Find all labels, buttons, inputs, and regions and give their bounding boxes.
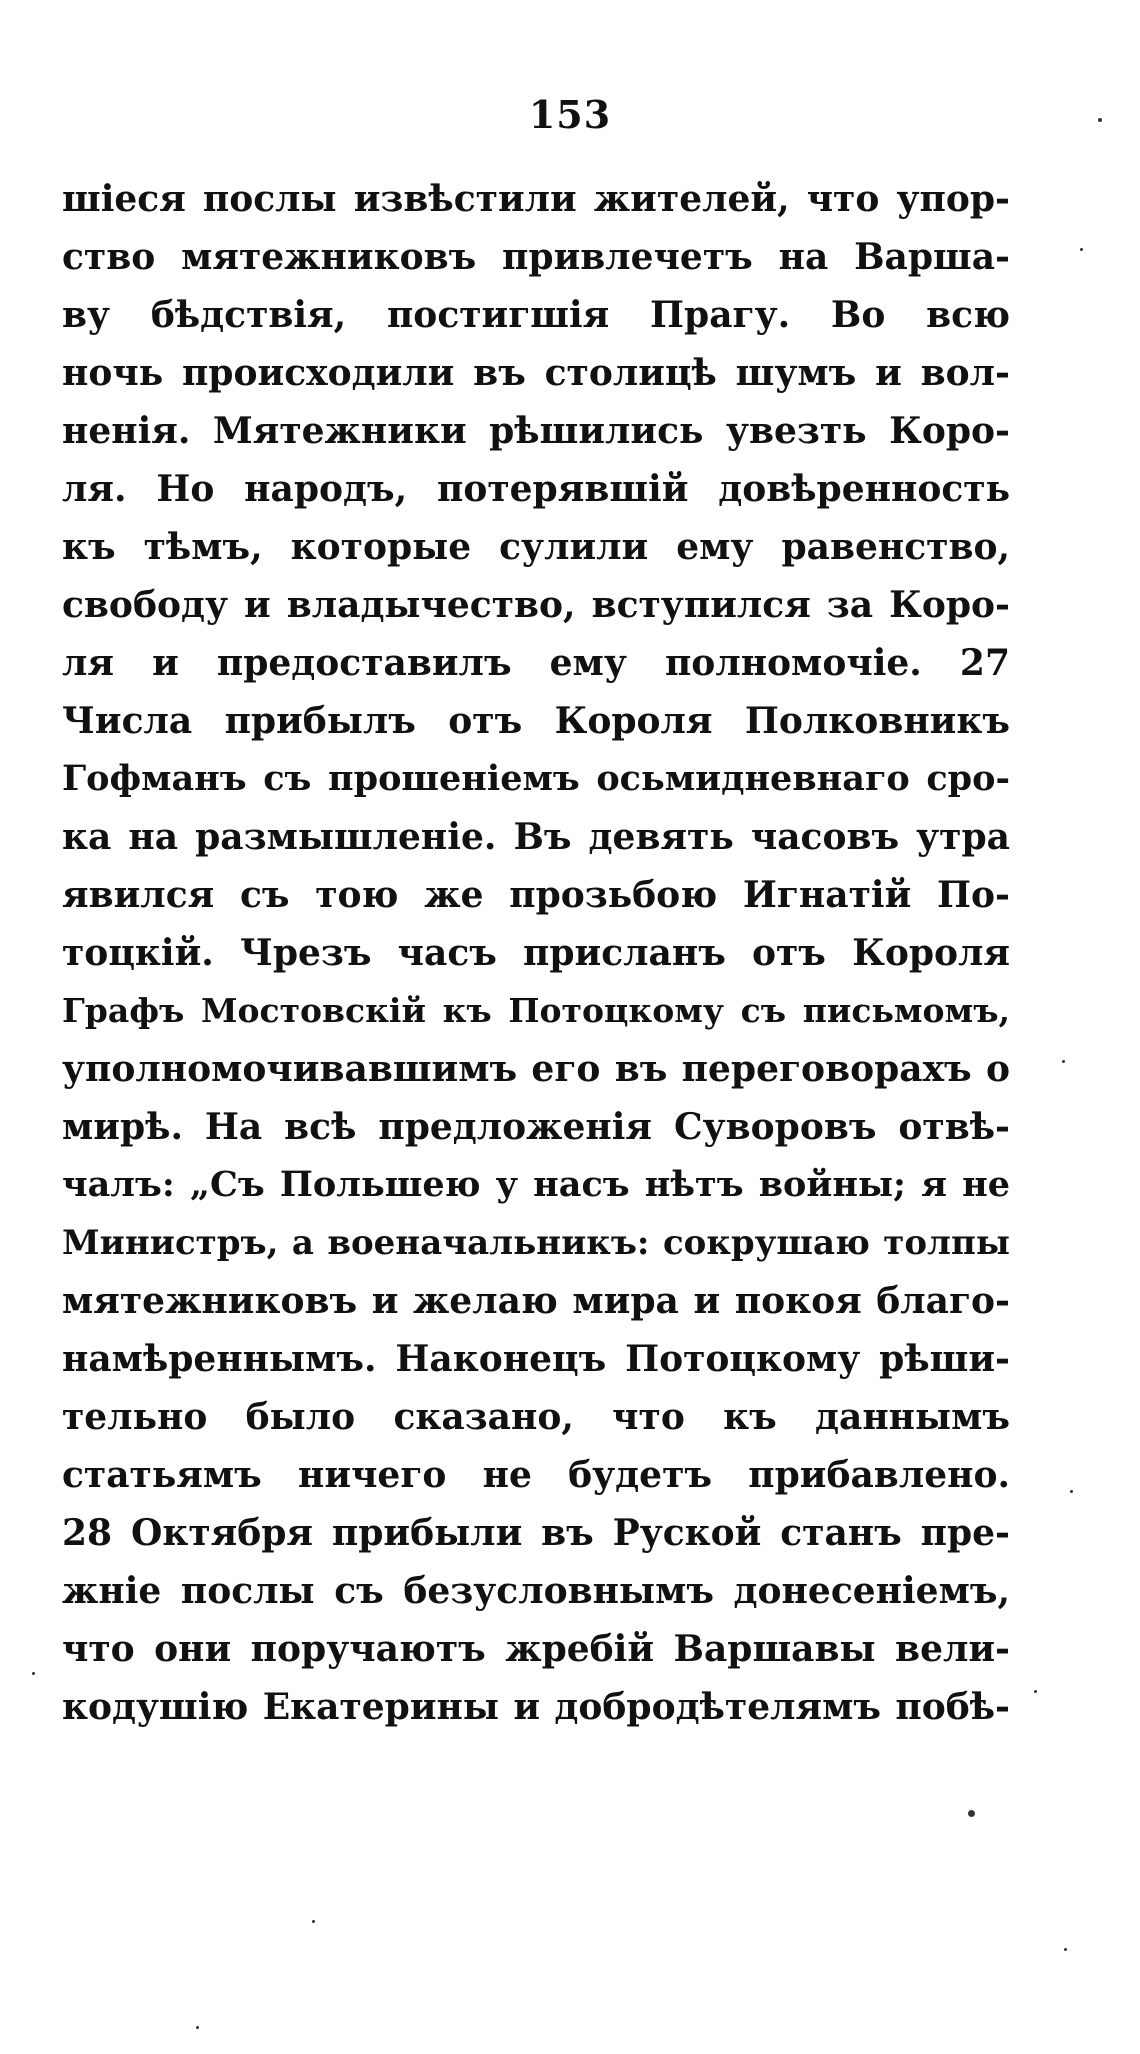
text-line: 28 Октября прибыли въ Руской станъ пре- [62, 1512, 1010, 1554]
text-line: тоцкій. Чрезъ часъ присланъ отъ Короля [62, 932, 1010, 974]
text-line: Гофманъ съ прошеніемъ осьмидневнаго сро- [62, 758, 1010, 799]
text-line: ство мятежниковъ привлечетъ на Варша- [62, 236, 1010, 278]
scan-speck [1098, 118, 1102, 122]
text-line: тельно было сказано, что къ даннымъ [62, 1396, 1010, 1438]
text-line: Числа прибылъ отъ Короля Полковникъ [62, 700, 1010, 742]
scan-speck [1070, 1490, 1073, 1493]
scan-speck [312, 1920, 315, 1923]
page-number: 153 [528, 92, 612, 137]
text-line: статьямъ ничего не будетъ прибавлено. [62, 1454, 1010, 1496]
text-line: Графъ Мостовскій къ Потоцкому съ письмомъ, [62, 991, 1010, 1030]
text-line: ночь происходили въ столицѣ шумъ и вол- [62, 352, 1010, 394]
text-line: мирѣ. На всѣ предложенія Суворовъ отвѣ- [62, 1106, 1010, 1148]
scan-speck [1080, 248, 1083, 251]
text-line: Министръ, а военачальникъ: сокрушаю толпы [62, 1223, 1010, 1263]
text-line: жніе послы съ безусловнымъ донесеніемъ, [62, 1570, 1010, 1612]
text-line: ненія. Мятежники рѣшились увезть Коро- [62, 410, 1010, 452]
scan-speck [32, 1672, 35, 1675]
text-line: кодушію Екатерины и добродѣтелямъ побѣ- [62, 1686, 1010, 1728]
text-line: шіеся послы извѣстили жителей, что упор- [62, 178, 1010, 220]
text-line: чалъ: „Съ Польшею у насъ нѣтъ войны; я не [62, 1164, 1010, 1205]
text-line: ля. Но народъ, потерявшій довѣренность [62, 468, 1010, 510]
text-line: ка на размышленіе. Въ девять часовъ утра [62, 816, 1010, 858]
text-line: явился съ тою же прозьбою Игнатій По- [62, 874, 1010, 916]
scan-speck [1034, 1690, 1037, 1693]
text-line: уполномочивавшимъ его въ переговорахъ о [62, 1048, 1010, 1090]
text-line: намѣреннымъ. Наконецъ Потоцкому рѣши- [62, 1338, 1010, 1380]
scan-speck [968, 1810, 975, 1817]
text-line: ву бѣдствія, постигшія Прагу. Во всю [62, 294, 1010, 336]
text-line: ля и предоставилъ ему полномочіе. 27 [62, 642, 1010, 684]
text-line: свободу и владычество, вступился за Коро- [62, 584, 1010, 626]
scan-speck [1062, 1060, 1065, 1063]
scan-speck [1064, 1948, 1067, 1951]
scan-speck [196, 2026, 199, 2029]
text-line: мятежниковъ и желаю мира и покоя благо- [62, 1280, 1010, 1322]
text-line: къ тѣмъ, которые сулили ему равенство, [62, 526, 1010, 568]
text-line: что они поручаютъ жребій Варшавы вели- [62, 1628, 1010, 1670]
body-text [62, 170, 1010, 1736]
